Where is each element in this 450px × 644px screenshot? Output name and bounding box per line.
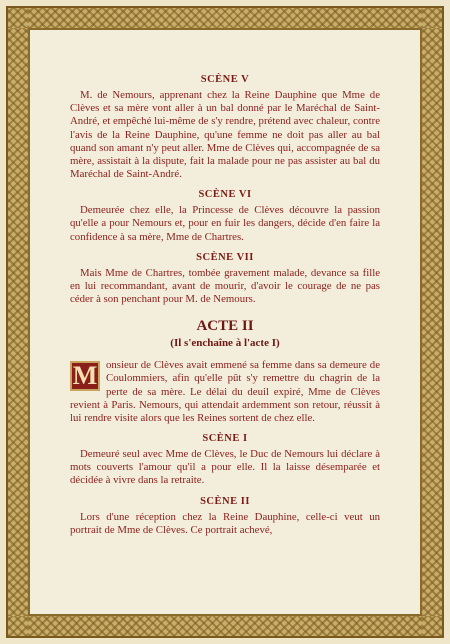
scene-heading: SCÈNE VI bbox=[198, 189, 252, 201]
scene-heading: SCÈNE I bbox=[202, 433, 248, 445]
text-panel bbox=[28, 28, 422, 616]
scene-heading: SCÈNE II bbox=[200, 495, 250, 507]
act-intro bbox=[70, 359, 380, 425]
act-subtitle: (Il s'enchaîne à l'acte I) bbox=[170, 337, 280, 350]
scene-text: M. de Nemours, apprenant chez la Reine Dauphine que Mme de Clèves et sa mère vont aller à un bal donné par le Maréchal de Saint-André, et empêché lui-même de s'y rendre, prétend avec chaleur, contre l'avis de la Reine Dauphine, qu'une femme ne doit pas aller au bal quand son amant n'y peut aller. Mme de Clèves qui, accompagnée de sa mère, assistait à la dispute, fait la malade pour ne pas assister au bal du Maréchal de Saint-André. bbox=[70, 89, 380, 181]
scene-text: Mais Mme de Chartres, tombée gravement malade, devance sa fille en lui recommandant, avant de mourir, d'avoir le courage de ne pas céder à son penchant pour M. de Nemours. bbox=[70, 266, 380, 306]
act-title: ACTE II bbox=[196, 318, 254, 335]
scene-text: Lors d'une réception chez la Reine Dauphine, celle-ci veut un portrait de Mme de Clèves. Ce portrait achevé, bbox=[70, 510, 380, 536]
scene-text: Demeuré seul avec Mme de Clèves, le Duc de Nemours lui déclare à mots couverts l'amour qu'il a pour elle. Il la laisse désemparée et décidée à vivre dans la retraite. bbox=[70, 448, 380, 487]
scene-text: Demeurée chez elle, la Princesse de Clèves découvre la passion qu'elle a pour Nemours et, pour en fuir les dangers, décide d'en faire la confidence à sa mère, Mme de Chartres. bbox=[70, 204, 380, 243]
scene-heading: SCÈNE VII bbox=[196, 251, 254, 263]
scene-heading: SCÈNE V bbox=[200, 74, 250, 85]
dropcap-letter: M bbox=[70, 361, 100, 391]
act-intro-text: onsieur de Clèves avait emmené sa femme dans sa demeure de Coulommiers, afin qu'elle pût s'y remettre du chagrin de la perte de sa mère. Le délai du deuil expiré, Mme de Clèves revient à Paris. Nemours, qui attendait ardemment son retour, réussit à lui rendre visite alors que les Reines sortent de chez elle. bbox=[70, 359, 380, 424]
